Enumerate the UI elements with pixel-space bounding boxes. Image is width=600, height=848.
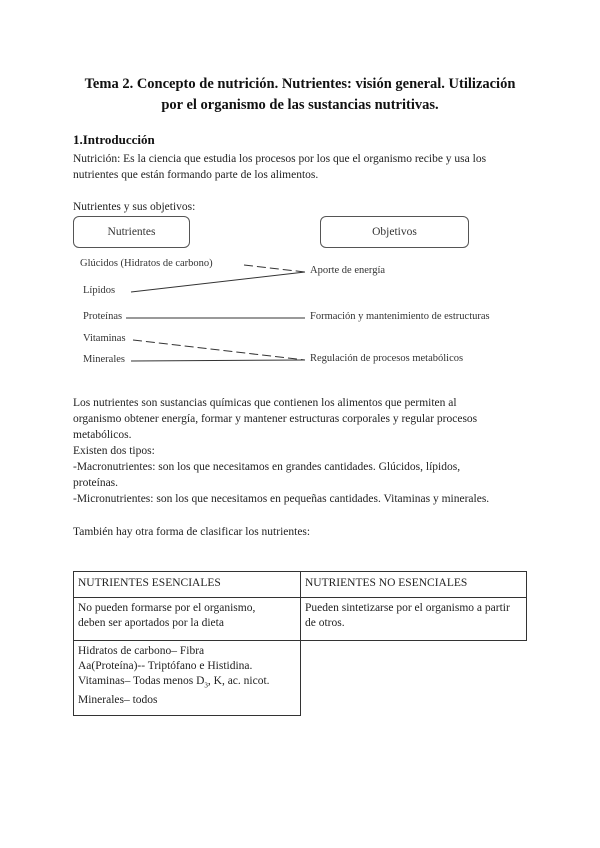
definition-line-1: Los nutrientes son sustancias químicas que contienen los alimentos que permiten al (73, 397, 457, 409)
classification-intro: También hay otra forma de clasificar los nutrientes: (73, 526, 311, 538)
nutrient-vitaminas: Vitaminas (83, 333, 126, 344)
title-line-2: por el organismo de las sustancias nutritivas. (161, 97, 439, 113)
nutrients-header-label: Nutrientes (107, 226, 156, 238)
section-heading: 1.Introducción (73, 132, 155, 147)
empty-cell (301, 641, 527, 716)
example-amino-acids: Aa(Proteína)-- Triptófano e Histidina. (78, 660, 253, 672)
non-essential-description (301, 598, 527, 641)
nutrient-proteinas: Proteínas (83, 311, 123, 322)
macronutrients-line-1: -Macronutrientes: son los que necesitamos en grandes cantidades. Glúcidos, lípidos, (73, 461, 461, 473)
micronutrients-line: -Micronutrientes: son los que necesitamos en pequeñas cantidades. Vitaminas y minerales. (73, 493, 490, 505)
types-intro: Existen dos tipos: (73, 445, 155, 457)
vitamins-text-rest: , K, ac. nicot. (207, 675, 270, 687)
connector-minerales (131, 360, 305, 361)
connector-vitaminas (133, 340, 305, 360)
essential-examples (74, 641, 301, 716)
essential-description (74, 598, 301, 641)
objective-estructuras: Formación y mantenimiento de estructuras (310, 311, 490, 322)
connector-glucidos (244, 265, 305, 272)
definition-line-2: organismo obtener energía, formar y mantener estructuras corporales y regular procesos (73, 413, 478, 425)
objective-regulacion: Regulación de procesos metabólicos (310, 353, 464, 364)
vitamins-text: Vitaminas– Todas menos D (78, 675, 205, 687)
non-essential-desc-line-2: de otros. (305, 617, 345, 629)
header-non-essential: NUTRIENTES NO ESENCIALES (301, 572, 527, 598)
macronutrients-line-2: proteínas. (73, 477, 119, 489)
nutrient-lipidos: Lípidos (83, 285, 116, 296)
intro-line-1: Nutrición: Es la ciencia que estudia los procesos por los que el organismo recibe y usa los (73, 153, 487, 165)
objective-energia: Aporte de energía (310, 265, 386, 276)
essential-desc-line-1: No pueden formarse por el organismo, (78, 602, 256, 614)
table-row (74, 598, 527, 641)
table-header-row (74, 572, 527, 598)
nutrients-table (73, 571, 527, 716)
non-essential-desc-line-1: Pueden sintetizarse por el organismo a partir (305, 602, 510, 614)
example-vitamins (78, 674, 296, 693)
objectives-header-label: Objetivos (372, 226, 417, 238)
example-carbohydrates: Hidratos de carbono– Fibra (78, 645, 205, 657)
table-row (74, 641, 527, 716)
title-line-1: Tema 2. Concepto de nutrición. Nutrientes: visión general. Utilización (84, 76, 516, 92)
example-minerals: Minerales– todos (78, 694, 158, 707)
diagram-caption: Nutrientes y sus objetivos: (73, 201, 196, 213)
definition-line-3: metabólicos. (73, 429, 132, 441)
header-essential: NUTRIENTES ESENCIALES (74, 572, 301, 598)
nutrient-glucidos: Glúcidos (Hidratos de carbono) (80, 258, 213, 269)
connector-lipidos (131, 272, 305, 292)
intro-line-2: nutrientes que están formando parte de los alimentos. (73, 169, 319, 181)
nutrient-minerales: Minerales (83, 354, 125, 365)
vitamin-d-subscript: 3 (204, 681, 208, 690)
nutrients-definition (73, 395, 489, 507)
essential-desc-line-2: deben ser aportados por la dieta (78, 617, 224, 629)
